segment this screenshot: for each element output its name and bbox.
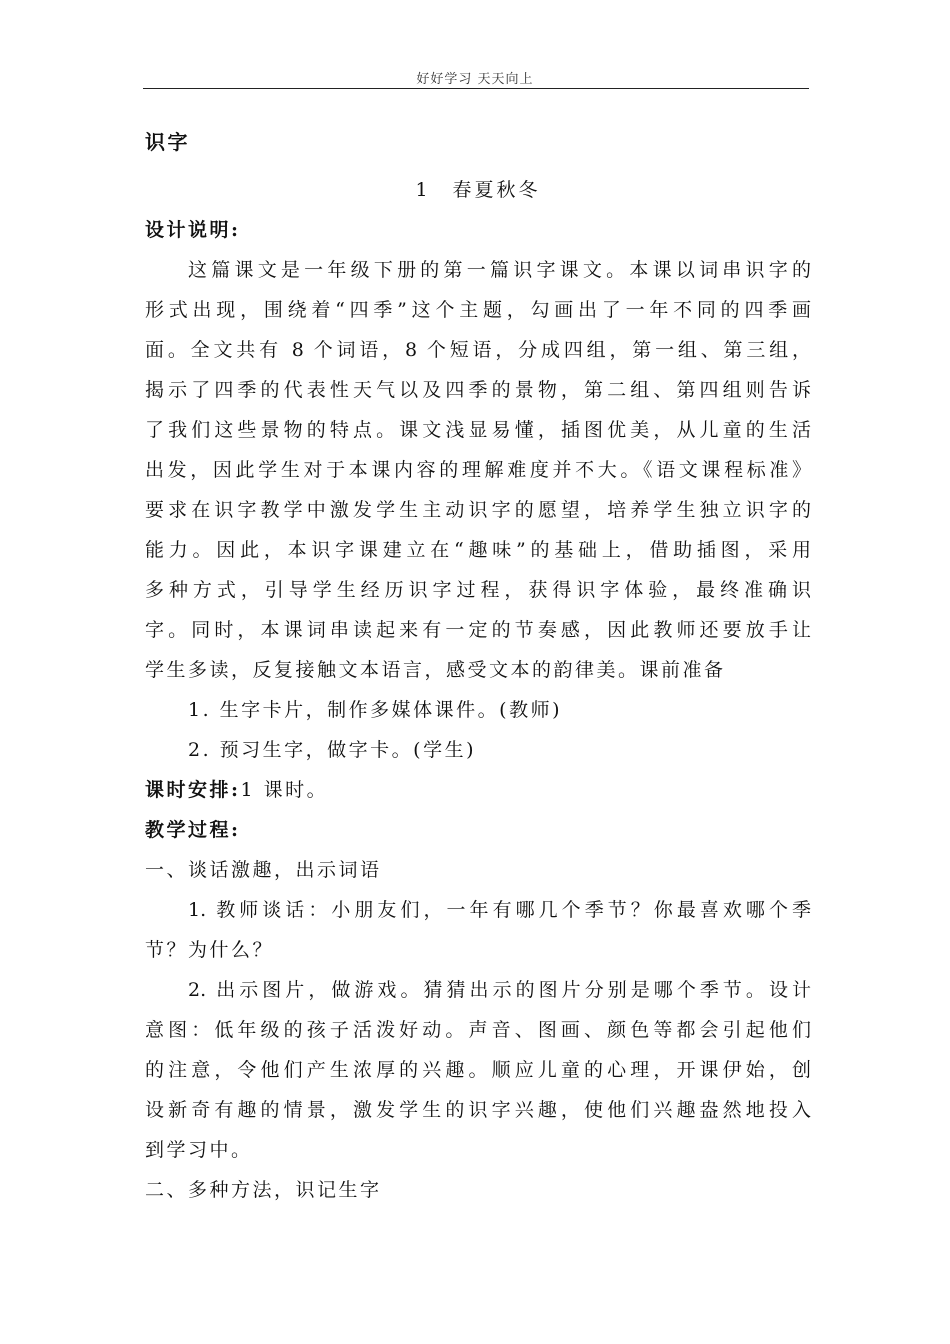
part2-heading: 二、多种方法，识记生字 xyxy=(145,1179,382,1201)
design-paragraph-line: 出发，因此学生对于本课内容的理解难度并不大。《语文课程标准》 xyxy=(145,459,811,481)
design-paragraph-line: 这篇课文是一年级下册的第一篇识字课文。本课以词串识字的 xyxy=(188,259,811,281)
header-divider xyxy=(143,88,809,89)
design-paragraph-line: 面。全文共有 8 个词语，8 个短语，分成四组，第一组、第三组， xyxy=(145,339,811,361)
design-paragraph-line: 揭示了四季的代表性天气以及四季的景物，第二组、第四组则告诉 xyxy=(145,379,811,401)
part1-paragraph-line: 意图：低年级的孩子活泼好动。声音、图画、颜色等都会引起他们 xyxy=(145,1019,811,1041)
design-paragraph-line: 了我们这些景物的特点。课文浅显易懂，插图优美，从儿童的生活 xyxy=(145,419,811,441)
design-paragraph-line: 能力。因此，本识字课建立在“趣味”的基础上，借助插图，采用 xyxy=(145,539,811,561)
part1-paragraph-line: 设新奇有趣的情景，激发学生的识字兴趣，使他们兴趣盎然地投入 xyxy=(145,1099,811,1121)
design-paragraph-line: 字。同时，本课词串读起来有一定的节奏感，因此教师还要放手让 xyxy=(145,619,811,641)
lesson-title: 1 春夏秋冬 xyxy=(415,179,541,201)
design-paragraph-line: 要求在识字教学中激发学生主动识字的愿望，培养学生独立识字的 xyxy=(145,499,811,521)
schedule-label: 课时安排: xyxy=(145,779,241,801)
part1-paragraph-line: 1. 教师谈话：小朋友们，一年有哪几个季节？你最喜欢哪个季 xyxy=(188,899,811,921)
design-paragraph-line: 学生多读，反复接触文本语言，感受文本的韵律美。课前准备 xyxy=(145,659,726,681)
part1-paragraph-line: 的注意，令他们产生浓厚的兴趣。顺应儿童的心理，开课伊始，创 xyxy=(145,1059,811,1081)
part1-paragraph-line: 节？为什么？ xyxy=(145,939,275,961)
design-paragraph-line: 形式出现，围绕着“四季”这个主题，勾画出了一年不同的四季画 xyxy=(145,299,811,321)
design-paragraph-line: 多种方式，引导学生经历识字过程，获得识字体验，最终准确识 xyxy=(145,579,811,601)
page-header: 好好学习 天天向上 xyxy=(416,72,534,87)
part1-paragraph-line: 2. 出示图片，做游戏。猜猜出示的图片分别是哪个季节。设计 xyxy=(188,979,811,1001)
part1-paragraph-line: 到学习中。 xyxy=(145,1139,253,1161)
prep-item: 2. 预习生字，做字卡。(学生) xyxy=(188,739,476,761)
design-label: 设计说明: xyxy=(145,219,241,241)
document-body xyxy=(145,118,811,1210)
prep-item: 1. 生字卡片，制作多媒体课件。(教师) xyxy=(188,699,562,721)
part1-heading: 一、谈话激趣，出示词语 xyxy=(145,859,382,881)
process-label: 教学过程: xyxy=(145,819,241,841)
schedule-value: 1 课时。 xyxy=(240,779,329,801)
section-title: 识字 xyxy=(145,130,190,154)
schedule-line xyxy=(145,770,811,810)
